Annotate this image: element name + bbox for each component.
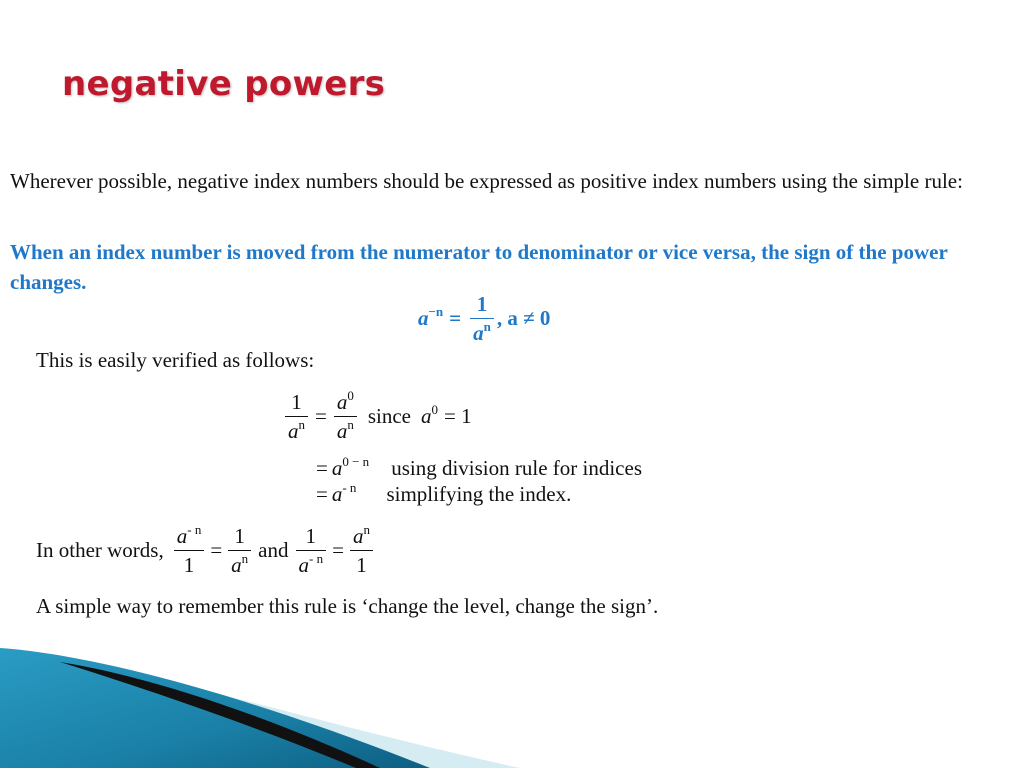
ow-fraction-1: $\frac{a^{- n}}{1}$	[174, 524, 205, 577]
ow-fraction-4: $\frac{a^n}{1}$	[350, 524, 373, 577]
verify-line-3: = $a^{- n}$ simplifying the index.	[316, 480, 572, 506]
verify-line-2: = $a^{0 - n}$ using division rule for indices	[316, 454, 642, 480]
rule-paragraph: When an index number is moved from the numerator to denominator or vice versa, the sign of the power changes.	[10, 240, 948, 294]
formula-condition: , a ≠ 0	[496, 306, 551, 330]
verify-fraction-1: $\frac{1}{a^n}$	[285, 390, 308, 443]
ow-fraction-3: $\frac{1}{a^{- n}}$	[296, 524, 327, 577]
formula-equals: =	[449, 306, 462, 330]
slide-title: negative powers	[62, 64, 386, 104]
remember-line: A simple way to remember this rule is ‘change the level, change the sign’.	[36, 594, 659, 618]
verify-fraction-2: $\frac{a^0}{a^n}$	[334, 390, 357, 443]
formula-fraction: $\frac{1}{a^n}$	[470, 292, 494, 345]
ow-fraction-2: $\frac{1}{a^n}$	[228, 524, 251, 577]
formula-lhs: $a^{-n}$	[418, 304, 444, 330]
intro-paragraph: Wherever possible, negative index numbers should be expressed as positive index numbers using the simple rule:	[10, 169, 963, 193]
other-words-line: In other words, $\frac{a^{- n}}{1}$ = $\frac{1}{a^n}$ and $\frac{1}{a^{- n}}$ = $\frac{a^n}{1}$	[36, 524, 376, 577]
verify-label: This is easily verified as follows:	[36, 348, 315, 372]
verify-line-1: $\frac{1}{a^n}$ = $\frac{a^0}{a^n}$ since $a^0$ = 1	[282, 390, 472, 443]
